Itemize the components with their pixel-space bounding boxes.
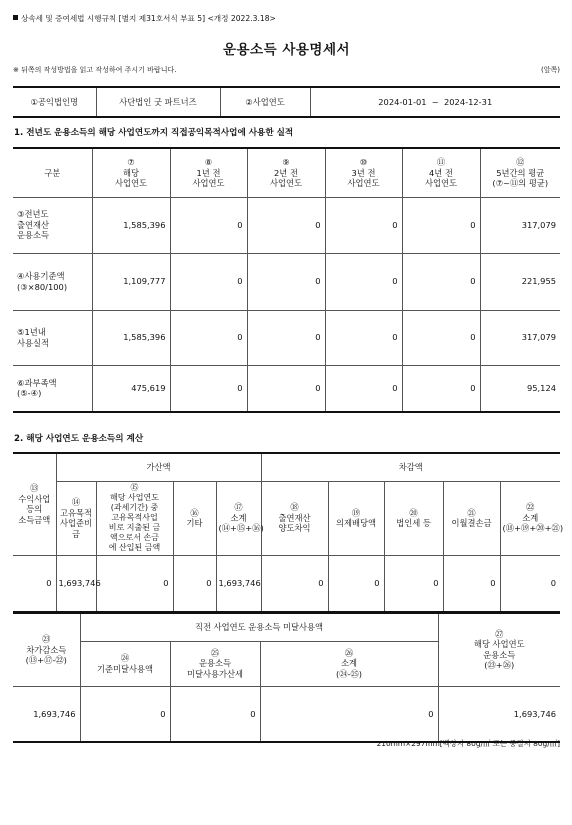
section2-table-a: [13, 452, 564, 613]
s1-col-11: ⑪ 4년 전 사업연도: [402, 148, 480, 197]
s1-col-8: ⑧ 1년 전 사업연도: [170, 148, 247, 197]
s2-gasan-header: 가산액: [56, 453, 261, 481]
s2-col-22: ㉒ 소계 (⑱+⑲+⑳+㉑): [500, 481, 560, 555]
info-table: [13, 86, 560, 118]
s2-col-27: ㉗ 해당 사업연도 운용소득 (㉓+㉖): [438, 613, 560, 686]
corp-name-label: ①공익법인명: [13, 87, 96, 117]
section2-title: 2. 해당 사업연도 운용소득의 계산: [14, 434, 144, 444]
s2-col-24: ㉔ 기준미달사용액: [80, 641, 170, 686]
paper-spec: 210mm×297mm[백상지 80g/㎡ 또는 중질지 80g/㎡]: [376, 739, 560, 748]
form-page: [13, 14, 564, 748]
section1-table: [13, 147, 560, 413]
s2-col-15: ⑮ 해당 사업연도 (과세기간) 중 고유목적사업 비로 지출된 금 액으로서 손금 에 산입된 금액: [96, 481, 173, 555]
law-reference: 상속세 및 증여세법 시행규칙 [별지 제31호서식 부표 5] <개정 2022.3.18>: [13, 14, 560, 24]
s2-carry-header: 직전 사업연도 운용소득 미달사용액: [80, 613, 438, 641]
section2-table-b: [13, 612, 560, 743]
table-row: 1,693,746 0 0 0 1,693,746: [13, 686, 560, 742]
s1-col-12: ⑫ 5년간의 평균 (⑦~⑪의 평균): [480, 148, 560, 197]
s2-col-18: ⑱ 출연재산 양도차익: [261, 481, 328, 555]
table-row: 0 1,693,746 0 0 1,693,746 0 0 0 0 0: [13, 555, 560, 612]
page-side: (앞쪽): [541, 66, 560, 74]
fiscal-year-label: ②사업연도: [220, 87, 310, 117]
s2-col-23: ㉓ 차가감소득 (⑬+⑰-㉒): [13, 613, 80, 686]
s2-col-21: ㉑ 이월결손금: [443, 481, 500, 555]
form-title: 운용소득 사용명세서: [222, 42, 351, 58]
table-row: ⑥과부족액 (⑤-④) 475,619 0 0 0 0 95,124: [13, 365, 560, 412]
s2-col-13: ⑬ 수익사업 등의 소득금액: [13, 453, 56, 555]
s2-col-16: ⑯ 기타: [173, 481, 216, 555]
section1-title: 1. 전년도 운용소득의 해당 사업연도까지 직접공익목적사업에 사용한 실적: [14, 128, 294, 138]
corp-name-value: 사단법인 굿 파트너즈: [96, 87, 220, 117]
s1-col-9: ⑨ 2년 전 사업연도: [247, 148, 325, 197]
s1-col-category: 구분: [13, 148, 92, 197]
s2-col-17: ⑰ 소계 (⑭+⑮+⑯): [216, 481, 261, 555]
s1-col-7: ⑦ 해당 사업연도: [92, 148, 170, 197]
s2-col-20: ⑳ 법인세 등: [384, 481, 443, 555]
fiscal-year-value: 2024-01-01 ~ 2024-12-31: [310, 87, 560, 117]
table-row: ③전년도 출연재산 운용소득 1,585,396 0 0 0 0 317,079: [13, 197, 560, 253]
s2-col-26: ㉖ 소계 (㉔-㉕): [260, 641, 438, 686]
square-bullet-icon: [13, 15, 18, 20]
s2-col-19: ⑲ 의제배당액: [328, 481, 384, 555]
table-row: ⑤1년내 사용실적 1,585,396 0 0 0 0 317,079: [13, 310, 560, 365]
s2-col-14: ⑭ 고유목적 사업준비 금: [56, 481, 96, 555]
s1-col-10: ⑩ 3년 전 사업연도: [325, 148, 402, 197]
section1-header-row: [13, 148, 560, 197]
table-row: ④사용기준액 (③×80/100) 1,109,777 0 0 0 0 221,955: [13, 253, 560, 310]
notice: ※ 뒤쪽의 작성방법을 읽고 작성하여 주시기 바랍니다. (앞쪽): [13, 66, 560, 74]
s2-chagam-header: 차감액: [261, 453, 560, 481]
s2-col-25: ㉕ 운용소득 미달사용가산세: [170, 641, 260, 686]
